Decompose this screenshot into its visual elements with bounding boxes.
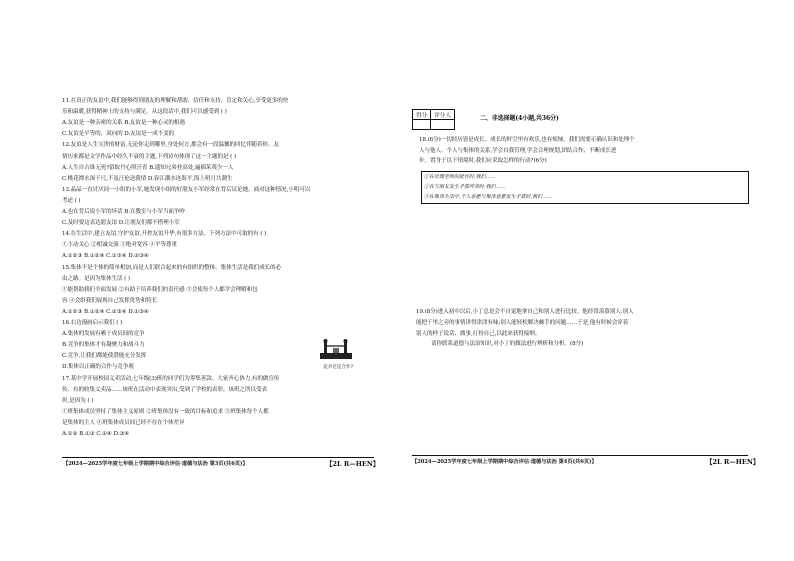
text-line: 是集体的主人 ④班集体成员间已经不存在个体差异 bbox=[62, 419, 185, 426]
grader-cell[interactable] bbox=[431, 120, 455, 130]
text-line: D.集体以正确的合作与竞争观 bbox=[62, 364, 134, 371]
text-line: A.①②③ B.①②④ C.①③④ D.②③④ bbox=[62, 253, 149, 260]
score-cell[interactable] bbox=[413, 120, 431, 130]
footer-rule bbox=[62, 457, 374, 458]
text-line: A.人生自古谁无死?留取丹心照汗青 B.遥知兄弟登高处,遍插茱萸少一人 bbox=[62, 164, 234, 171]
score-table bbox=[412, 109, 455, 130]
text-line: 14.在生活中,建立友谊,守护友谊,开控友谊升华,有很多方法。下列方法中可取的有 ( ) bbox=[62, 231, 267, 238]
text-line: ①主动关心 ②相诚交流 ③绝对宽容 ④平等尊重 bbox=[62, 242, 177, 249]
text-line: 人与他人、个人与集体的关系,学会自我管理,学会合理规划,团结合作、不断成长进 bbox=[419, 147, 617, 154]
page-footer: 【2024—2025学年度七年级上学期期中综合评估·道德与法治 第4页(共6页)】 bbox=[412, 459, 597, 465]
score-label: 得分 bbox=[413, 110, 431, 120]
text-line: A.集体的发展有赖于成员间的竞争 bbox=[62, 331, 145, 338]
text-line: 16.右边漫画启示我们 ( ) bbox=[62, 320, 123, 326]
text-line: C.友谊是平等的、双向的 D.友谊是一成不变的 bbox=[62, 131, 175, 138]
text-line: 考虑 ( ) bbox=[62, 197, 81, 204]
section-title: 二、非选择题(4小题,共36分) bbox=[480, 115, 559, 122]
text-line: 传、有的收集义卖品……该班在活动中表现突出,受到了学校的表彰。该班之所以受表 bbox=[62, 386, 267, 393]
text-line: 乐和温暖,获得精神上的支持与满足。从这段话中,我们可以感受到 ( ) bbox=[62, 109, 227, 116]
text-line: C.竞争,让我们都能使潜能充分发挥 bbox=[62, 353, 147, 360]
text-line: 19.(8分)进入初中以后,小丁总是会不自觉地拿自己和别人进行比较。他经常羡慕别人:别人 bbox=[416, 309, 634, 315]
text-line: 17.某中学开展校园义卖活动,七年级(3)班的同学们为筹集善款、大家齐心协力,有的做宣传 bbox=[62, 375, 280, 382]
text-line: B.竞争的集体才有凝聚力和战斗力 bbox=[62, 342, 145, 349]
exam-code: 【2L R—HEN】 bbox=[326, 460, 380, 468]
text-line: 步。置身于以下情境时,我们应采取怎样的行动?(6分) bbox=[419, 158, 547, 164]
text-line: ①班集体成员坚持了集体主义原则 ②班集体没有一致的目标和追求 ③班集体每个人都 bbox=[62, 408, 269, 415]
text-line: ②在与朋友发生矛盾冲突时,我们…… bbox=[424, 183, 506, 190]
text-line: 12.友谊是人生宝贵的财富,无论你走到哪里,身处何方,都会有一段温馨的回忆伴随着你。友 bbox=[62, 142, 279, 149]
text-line: 能把千里之旁的事情讲得津津有味;别人能轻松解决棘手的问题……于是,他有时候会穿着 bbox=[416, 319, 629, 326]
text-line: A.①②③ B.①②④ C.②③④ D.①③④ bbox=[62, 308, 149, 315]
text-line: 15.集体不是个体的简单相加,而是人们联合起来的有组织的整体。集体生活是我们成长的必 bbox=[62, 264, 282, 271]
text-line: 18.(6分)一切经历皆是成长。成长的时空里有欢乐,也有烦恼。我们需要正确认识和处理个 bbox=[419, 137, 635, 143]
text-line: A.①② B.①③ C.②④ D.③④ bbox=[62, 431, 130, 437]
text-line: 容 ④会组我们展现自己发挥优势和特长 bbox=[62, 297, 158, 304]
exam-code: 【2L R—HEN】 bbox=[706, 458, 760, 466]
text-line: ①能帮助我们全面发展 ②有助于培养我们的责任感 ③会使每个人都学会理解和包 bbox=[62, 286, 258, 293]
competition-cartoon bbox=[318, 338, 354, 362]
text-line: A.友谊是一种亲密的关系 B.友谊是一种心灵的相遇 bbox=[62, 120, 185, 127]
text-line: 请你联系道德与法治知识,对小丁的做法进行辨析和分析。(8分) bbox=[431, 341, 584, 348]
text-line: ③在集体生活中,个人意愿与集体意愿发生矛盾时,我们…… bbox=[424, 193, 553, 200]
text-line: A.也在背后说小军的坏话 B.在教室与小军当面争吵 bbox=[62, 209, 185, 215]
text-line: 彰,是因为 ( ) bbox=[62, 397, 94, 404]
text-line: 别人的样子说话、做事,打扮自己,以此来获得接纳。 bbox=[416, 330, 541, 337]
cartoon-caption: 竞争还是合作? bbox=[323, 365, 354, 370]
text-line: 情历来都是文学作品中经久不衰的主题,下列诗句体现了这一主题的是 ( ) bbox=[62, 153, 237, 160]
text-line: C.及时要这表达愿友谊 D.让朋友们都不搭理小军 bbox=[62, 220, 180, 227]
page-footer: 【2024—2025学年度七年级上学期期中综合评估·道德与法治 第3页(共6页)】 bbox=[63, 461, 248, 467]
text-line: 由之路。是因为集体生活 ( ) bbox=[62, 275, 130, 282]
footer-rule bbox=[412, 455, 748, 456]
right-page bbox=[397, 0, 794, 561]
text-line: 11.在真正的友谊中,我们能够得到朋友的理解和帮助、信任和支持、肯定和关心,享受更多的快 bbox=[62, 98, 289, 104]
text-line: 13.晶晶一直讨厌同一小组的小军,她发现小组的好朋友小军经常在背后议论她。面对这种情况,小明可以 bbox=[62, 186, 311, 193]
text-line: C.桃花潭水深千尺,不及汪伦送我情 D.春江潮水连海平,海上明月共潮生 bbox=[62, 175, 233, 182]
text-line: ①在处理老师的批评时,我们…… bbox=[424, 174, 496, 180]
grader-label: 评分人 bbox=[431, 110, 455, 120]
